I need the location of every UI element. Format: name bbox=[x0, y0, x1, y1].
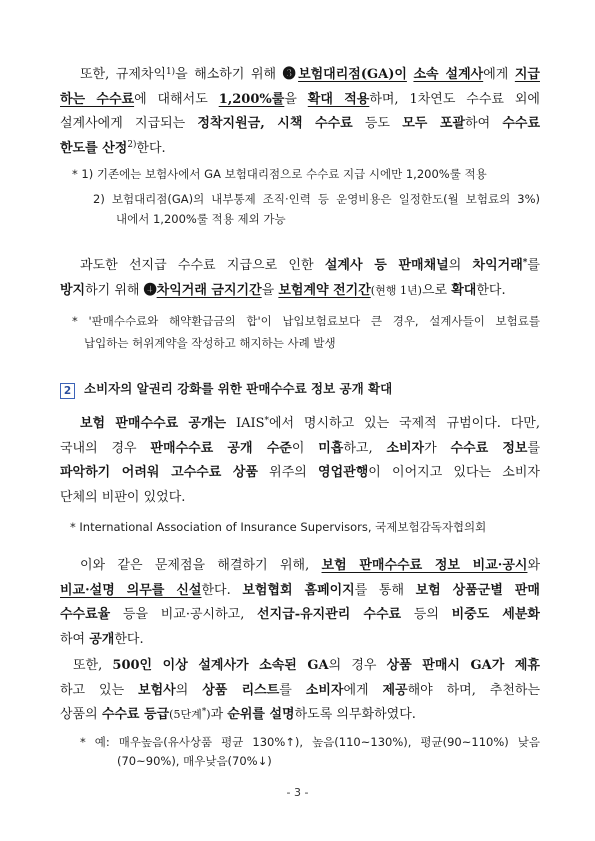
emphasis-text: 제공 bbox=[382, 682, 408, 698]
paragraph-ga-commission-cap bbox=[60, 63, 540, 161]
text-line bbox=[60, 517, 540, 537]
text-run: 하여 bbox=[60, 631, 90, 647]
text-run: 에 대해서도 bbox=[134, 91, 219, 107]
paragraph-ga-product-list bbox=[60, 654, 540, 728]
emphasis-underlined-text: 확대 적용 bbox=[307, 91, 370, 107]
emphasis-text: 소비자 bbox=[305, 682, 344, 698]
footnote-arbitrage-definition bbox=[60, 310, 540, 354]
text-line bbox=[60, 412, 540, 437]
text-line bbox=[60, 437, 540, 462]
text-run: 와 bbox=[527, 558, 540, 573]
text-run: 을 bbox=[261, 282, 279, 298]
emphasis-underlined-text: 차익거래 금지기간 bbox=[156, 282, 262, 298]
text-line bbox=[60, 310, 540, 332]
emphasis-text: 순위를 설명 bbox=[227, 707, 295, 723]
text-run: 이 이어지고 있다는 소비자 bbox=[368, 465, 540, 481]
text-line bbox=[60, 703, 540, 728]
text-line bbox=[60, 164, 540, 184]
footnote-fee-grades bbox=[60, 733, 540, 771]
text-line bbox=[60, 679, 540, 704]
text-line bbox=[60, 112, 540, 137]
text-run: 를 bbox=[279, 682, 306, 698]
text-run: 또한, bbox=[73, 658, 113, 673]
text-run: 국내의 경우 bbox=[60, 440, 151, 456]
section-number-box: 2 bbox=[60, 383, 75, 399]
emphasis-underlined-text: 지급 bbox=[514, 67, 540, 82]
text-line bbox=[60, 752, 540, 771]
emphasis-text: 선지급-유지관리 수수료 bbox=[257, 607, 402, 623]
emphasis-text: 비중도 세분화 bbox=[451, 607, 540, 623]
footnotes-commission-cap bbox=[60, 164, 540, 229]
text-run: 의 bbox=[448, 258, 473, 273]
text-run: 의 bbox=[175, 682, 203, 698]
emphasis-text: 소비자 bbox=[386, 440, 425, 456]
text-run: 단체의 비판이 있었다. bbox=[60, 489, 186, 505]
paragraph-disclosure-norm bbox=[60, 412, 540, 510]
text-line bbox=[60, 332, 540, 354]
emphasis-text: 미흡 bbox=[318, 440, 344, 456]
emphasis-text: 판매수수료 공개 수준 bbox=[150, 440, 292, 456]
text-run: 설계사에게 지급되는 bbox=[60, 116, 198, 132]
emphasis-text: 영업관행 bbox=[318, 465, 369, 481]
emphasis-underlined-text: 1,200%룰 bbox=[218, 91, 285, 107]
paragraph-disclosure-measures bbox=[60, 554, 540, 652]
text-run: 을 bbox=[284, 91, 308, 107]
parenthetical-text: ) bbox=[206, 708, 211, 722]
text-run: 가 bbox=[424, 440, 451, 456]
text-run: 를 bbox=[527, 440, 540, 456]
text-run: 한다. bbox=[114, 631, 144, 647]
emphasis-underlined-text: 하는 수수료 bbox=[60, 91, 135, 107]
text-line bbox=[60, 654, 540, 679]
emphasis-text: 상품 리스트 bbox=[202, 682, 280, 698]
emphasis-text: 수수료 정보 bbox=[450, 440, 528, 456]
emphasis-text: 수수료 bbox=[502, 116, 540, 132]
text-run: 에게 bbox=[343, 682, 383, 698]
text-run: 으로 bbox=[421, 282, 452, 298]
footnote-marker: * bbox=[264, 415, 269, 426]
text-run: 등의 bbox=[401, 607, 452, 623]
text-line bbox=[60, 254, 540, 279]
text-run: 과도한 선지급 수수료 지급으로 인한 bbox=[80, 258, 325, 273]
text-run: 에게 bbox=[483, 67, 515, 82]
text-line bbox=[60, 63, 540, 88]
emphasis-text: 한도를 산정 bbox=[60, 140, 128, 156]
text-run: 등도 bbox=[352, 116, 403, 132]
emphasis-text: 수수료율 bbox=[60, 607, 111, 623]
emphasis-text: 모두 포괄 bbox=[402, 116, 466, 132]
emphasis-text: 보험협회 홈페이지 bbox=[242, 582, 355, 598]
text-run: 한다. bbox=[136, 140, 166, 156]
text-run: 에서 명시하고 있는 국제적 규범이다. 다만, bbox=[268, 416, 540, 431]
text-line bbox=[60, 137, 540, 162]
text-run: (70~90%), 매우낮음(70%↓) bbox=[117, 754, 272, 768]
text-run: 하며, 1차연도 수수료 외에 bbox=[369, 91, 540, 107]
text-run: 상품의 bbox=[60, 707, 102, 723]
text-run: 또한, 규제차익 bbox=[80, 67, 167, 82]
emphasis-text: 보험 상품군별 판매 bbox=[415, 582, 540, 598]
emphasis-text: 정착지원금, 시책 수수료 bbox=[197, 116, 353, 132]
text-line bbox=[60, 733, 540, 752]
text-line bbox=[60, 628, 540, 653]
text-run: 과 bbox=[210, 707, 228, 723]
text-line bbox=[60, 189, 540, 209]
text-line bbox=[60, 88, 540, 113]
text-run: 2) 보험대리점(GA)의 내부통제 조직·인력 등 운영비용은 일정한도(월 보험료의 3%) bbox=[93, 192, 540, 206]
text-run: IAIS bbox=[226, 416, 265, 431]
emphasis-text: 차익거래 bbox=[472, 258, 523, 273]
text-run: 를 통해 bbox=[354, 582, 416, 598]
text-line bbox=[60, 279, 540, 304]
footnote-marker: 1) bbox=[166, 66, 176, 77]
page-number: - 3 - bbox=[286, 786, 309, 799]
section-title: 소비자의 알권리 강화를 위한 판매수수료 정보 공개 확대 bbox=[84, 381, 393, 396]
text-run: 해야 하며, 추천하는 bbox=[407, 682, 540, 698]
emphasis-text: 파악하기 어려워 고수수료 상품 bbox=[60, 465, 258, 481]
text-line bbox=[60, 579, 540, 604]
text-run: * International Association of Insurance Supervisors, 국제보험감독자협의회 bbox=[70, 520, 487, 534]
emphasis-underlined-text: 비교·설명 의무를 신설 bbox=[60, 582, 202, 598]
text-run: * 1) 기존에는 보험사에서 GA 보험대리점으로 수수료 지급 시에만 1,200%룰 적용 bbox=[72, 167, 487, 181]
text-run: 내에서 1,200%룰 적용 제외 가능 bbox=[116, 212, 286, 226]
text-run: 한다. bbox=[201, 582, 243, 598]
parenthetical-text: (5단계 bbox=[169, 708, 202, 722]
text-run: 이와 같은 문제점을 해결하기 위해, bbox=[80, 558, 322, 573]
emphasis-underlined-text: 보험계약 전기간 bbox=[278, 282, 371, 298]
text-run: 를 bbox=[527, 258, 540, 273]
text-run: 하도록 의무화하였다. bbox=[294, 707, 416, 723]
emphasis-text: ❸ bbox=[282, 67, 299, 82]
text-run: 의 경우 bbox=[328, 658, 387, 673]
text-line bbox=[60, 209, 540, 229]
emphasis-text: 보험 판매수수료 공개는 bbox=[80, 416, 227, 431]
text-line bbox=[60, 554, 540, 579]
text-line bbox=[60, 603, 540, 628]
emphasis-text: 설계사 등 판매채널 bbox=[324, 258, 449, 273]
emphasis-text: 보험사 bbox=[138, 682, 176, 698]
emphasis-text: 공개 bbox=[89, 631, 115, 647]
text-run: 하고 있는 bbox=[60, 682, 139, 698]
text-run: 한다. bbox=[476, 282, 506, 298]
text-run: * '판매수수료와 해약환급금의 합'이 납입보험료보다 큰 경우, 설계사들이 보험료를 bbox=[72, 314, 540, 328]
emphasis-text: 방지 bbox=[60, 282, 86, 298]
text-run: 등을 비교·공시하고, bbox=[110, 607, 258, 623]
text-run: * 예: 매우높음(유사상품 평균 130%↑), 높음(110~130%), 평균(90~110%) 낮음 bbox=[80, 735, 540, 749]
emphasis-text: 수수료 등급 bbox=[101, 707, 170, 723]
parenthetical-text: (현행 1년) bbox=[370, 283, 422, 297]
text-run: 이 bbox=[291, 440, 319, 456]
emphasis-text: 상품 판매시 GA가 제휴 bbox=[386, 658, 540, 673]
emphasis-text: ❹ bbox=[143, 282, 157, 298]
text-run: 하여 bbox=[465, 116, 503, 132]
footnote-marker: * bbox=[201, 706, 207, 717]
paragraph-arbitrage-ban bbox=[60, 254, 540, 303]
section-heading bbox=[60, 377, 540, 401]
emphasis-underlined-text: 소속 설계사 bbox=[413, 67, 484, 82]
text-run: 을 해소하기 위해 bbox=[175, 67, 283, 82]
emphasis-underlined-text: 보험 판매수수료 정보 비교·공시 bbox=[321, 558, 528, 573]
text-line bbox=[60, 461, 540, 486]
footnote-marker: * bbox=[522, 257, 528, 268]
emphasis-text: 500인 이상 설계사가 소속된 GA bbox=[112, 658, 329, 673]
footnote-iais bbox=[60, 517, 540, 537]
footnote-marker: 2) bbox=[127, 140, 137, 151]
text-run: 하기 위해 bbox=[85, 282, 144, 298]
text-run: 하고, bbox=[343, 440, 387, 456]
text-run: 위주의 bbox=[258, 465, 319, 481]
emphasis-text: 확대 bbox=[451, 282, 477, 298]
text-run: 납입하는 허위계약을 작성하고 해지하는 사례 발생 bbox=[84, 336, 336, 350]
text-line bbox=[60, 486, 540, 511]
emphasis-underlined-text: 보험대리점(GA)이 bbox=[298, 67, 407, 82]
